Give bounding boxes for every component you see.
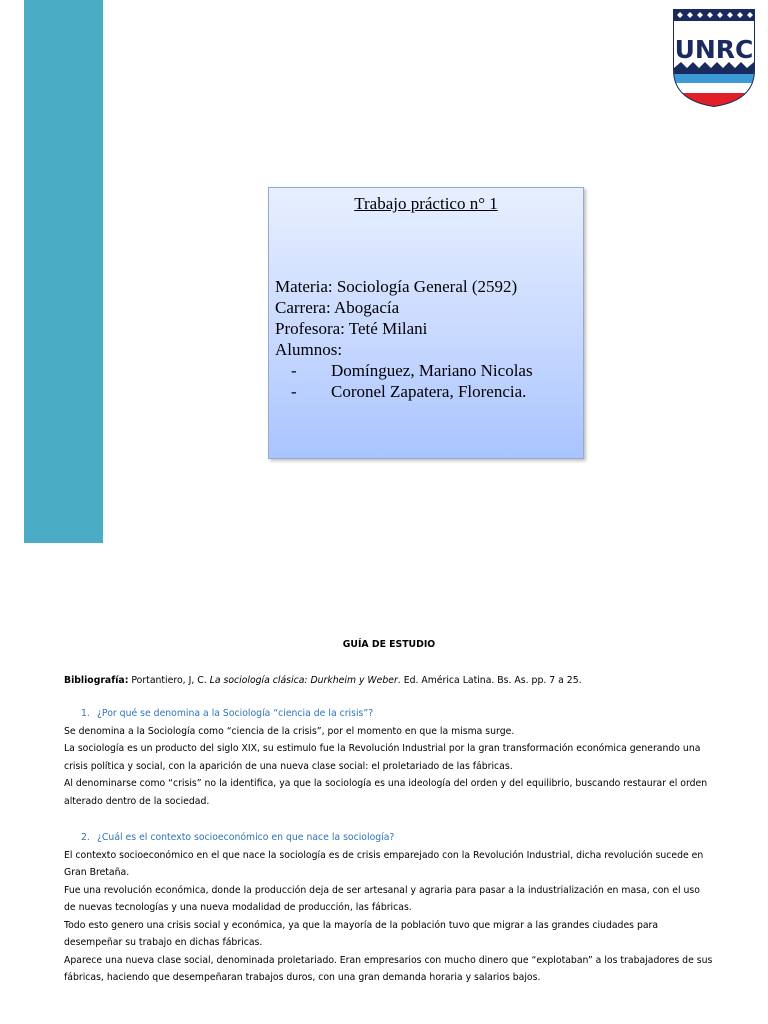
career-line: Carrera: Abogacía	[275, 298, 400, 317]
bibliography-author: Portantiero, J, C.	[128, 674, 210, 686]
question-text: ¿Por qué se denomina a la Sociología “ciencia de la crisis”?	[97, 708, 374, 719]
bibliography-book: La sociología clásica: Durkheim y Weber	[209, 674, 398, 686]
students-label: Alumnos:	[275, 340, 343, 359]
study-guide	[64, 636, 714, 987]
answer-paragraph: Todo esto genero una crisis social y económica, ya que la mayoría de la población tuvo que migrar a las grandes ciudades para desempeñar su trabajo en dichas fábricas.	[64, 919, 659, 948]
answer-paragraph: Se denomina a la Sociología como “ciencia de la crisis”, por el momento en que la misma surge.	[64, 725, 515, 737]
decorative-side-bar	[24, 0, 103, 543]
bibliography-edition: . Ed. América Latina. Bs. As. pp. 7 a 25.	[397, 674, 582, 686]
answer-paragraph: Al denominarse como “crisis” no la identifica, ya que la sociología es una ideología del orden y del equilibrio, buscando restaurar el orden alterado dentro de la sociedad.	[64, 778, 708, 807]
list-dash: -	[291, 382, 297, 401]
unrc-logo	[671, 8, 757, 108]
question-text: ¿Cuál es el contexto socioeconómico en que nace la sociología?	[97, 832, 395, 843]
list-dash: -	[291, 361, 297, 380]
cover-box	[268, 187, 584, 459]
cover-details	[275, 276, 575, 402]
unrc-shield-icon	[671, 8, 757, 108]
question-number: 1.	[81, 708, 90, 719]
answer-paragraph: Fue una revolución económica, donde la producción deja de ser artesanal y agraria para pasar a la industrialización en masa, con el uso de nuevas tecnologías y una nueva modalidad de producción, las fábricas.	[64, 884, 700, 913]
guide-title: GUÍA DE ESTUDIO	[342, 639, 436, 650]
bibliography-label: Bibliografía:	[64, 674, 129, 686]
professor-line: Profesora: Teté Milani	[275, 319, 428, 338]
student-name: Coronel Zapatera, Florencia.	[331, 382, 527, 401]
answer-paragraph: El contexto socioeconómico en el que nace la sociología es de crisis emparejado con la Revolución Industrial, dicha revolución sucede en Gran Bretaña.	[64, 849, 704, 878]
question-1	[64, 705, 714, 723]
answer-paragraph: La sociología es un producto del siglo XIX, su estimulo fue la Revolución Industrial por la gran transformación económica generando una crisis política y social, con la aparición de una nueva clase social: el proletariado de las fábricas.	[64, 743, 701, 772]
answer-paragraph: Aparece una nueva clase social, denominada proletariado. Eran empresarios con mucho dinero que “explotaban” a los trabajadores de sus fábricas, haciendo que desempeñaran trabajos duros, con una gran demanda horaria y salarios bajos.	[64, 954, 713, 983]
bibliography	[64, 672, 714, 690]
cover-title: Trabajo práctico n° 1	[354, 194, 498, 213]
student-item	[275, 360, 575, 381]
question-2	[64, 829, 714, 847]
subject-line: Materia: Sociología General (2592)	[275, 277, 518, 296]
student-item	[275, 381, 575, 402]
logo-text: UNRC	[674, 35, 754, 64]
student-name: Domínguez, Mariano Nicolas	[331, 361, 533, 380]
question-number: 2.	[81, 832, 90, 843]
